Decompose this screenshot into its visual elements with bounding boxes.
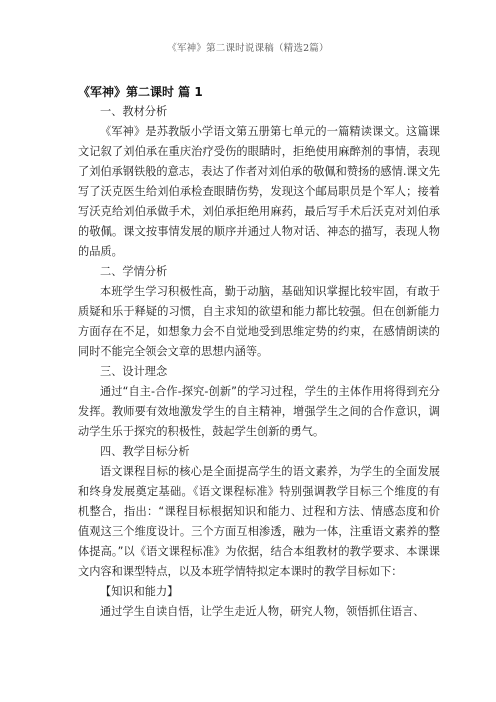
heading-design-concept: 三、设计理念 <box>100 365 168 378</box>
subheading-knowledge-ability: 【知识和能力】 <box>100 585 179 598</box>
document-title: 《军神》第二课时说课稿（精选2篇） <box>167 43 329 54</box>
paragraph-design-concept: 通过“自主-合作-探究-创新”的学习过程，学生的主体作用将得到充分发挥。教师要有效地激发学生的自主精神，增强学生之间的合作意识，调动学生乐于探究的积极性，鼓起学生创新的勇气。 <box>78 385 440 438</box>
document-body <box>78 82 440 622</box>
section-heading: 《军神》第二课时 篇 1 <box>78 85 203 99</box>
paragraph-teaching-goals: 语文课程目标的核心是全面提高学生的语文素养，为学生的全面发展和终身发展奠定基础。《语文课程标准》特别强调教学目标三个维度的有机整合，指出：“课程目标根据知识和能力、过程和方法、情感态度和价值观这三个维度设计。三个方面互相渗透，融为一体，注重语文素养的整体提高。”以《语文课程标准》为依据，结合本组教材的教学要求、本课课文内容和课型特点，以及本班学情特拟定本课时的教学目标如下： <box>78 465 440 578</box>
heading-learner-analysis: 二、学情分析 <box>100 265 168 278</box>
heading-textbook-analysis: 一、教材分析 <box>100 105 168 118</box>
paragraph-knowledge-ability: 通过学生自读自悟，让学生走近人物，研究人物，领悟抓住语言、 <box>100 605 425 618</box>
heading-teaching-goals: 四、教学目标分析 <box>100 445 190 458</box>
paragraph-learner-analysis: 本班学生学习积极性高，勤于动脑，基础知识掌握比较牢固，有敢于质疑和乐于释疑的习惯，自主求知的欲望和能力都比较强。但在创新能力方面存在不足，如想象力会不自觉地受到思维定势的约束，在感情朗读的同时不能完全领会文章的思想内涵等。 <box>78 285 440 358</box>
paragraph-textbook-analysis: 《军神》是苏教版小学语文第五册第七单元的一篇精读课文。这篇课文记叙了刘伯承在重庆治疗受伤的眼睛时，拒绝使用麻醉剂的事情，表现了刘伯承钢铁般的意志，表达了作者对刘伯承的敬佩和赞扬的感情.课文先写了沃克医生给刘伯承检查眼睛伤势，发现这个邮局职员是个军人；接着写沃克给刘伯承做手术，刘伯承拒绝用麻药，最后写手术后沃克对刘伯承的敬佩。课文按事情发展的顺序并通过人物对话、神态的描写，表现人物的品质。 <box>78 125 440 258</box>
